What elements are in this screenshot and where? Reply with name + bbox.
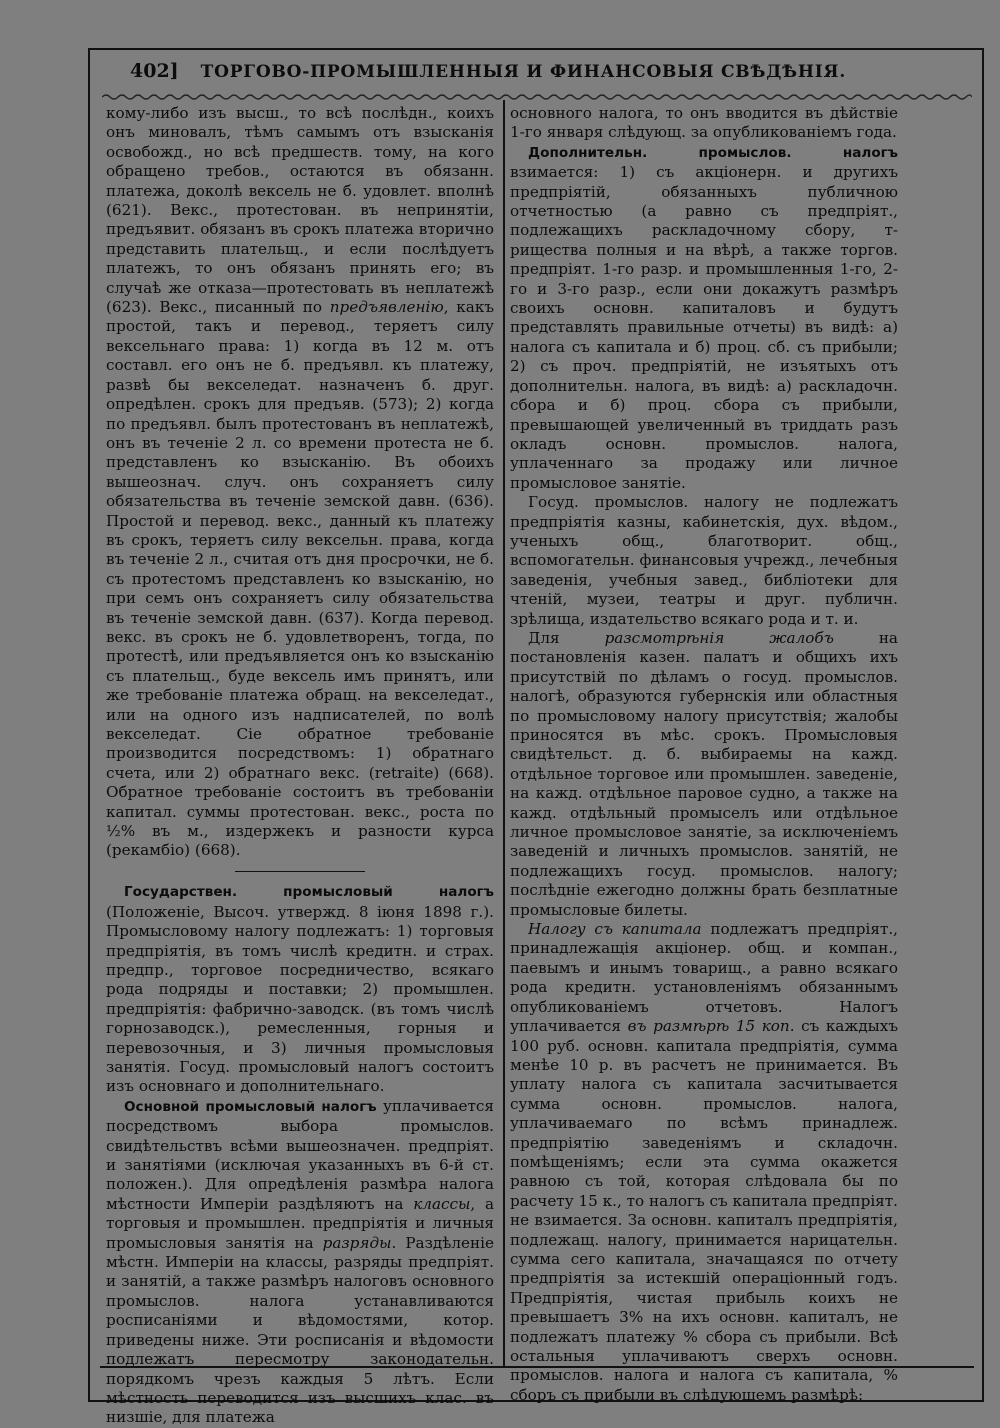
section-heading: Основной промысловый налогъ xyxy=(124,1098,377,1115)
section-heading: Дополнительн. промыслов. налогъ xyxy=(528,144,898,161)
italic-text: разсмотрѣнія жалобъ xyxy=(604,628,834,647)
paragraph: Госуд. промыслов. налогу не подлежатъ предпріятія казны, кабинетскія, дух. вѣдом., ученыхъ общ., благотворит. общ., вспомогательн. финансовыя учрежд., лечебныя заведенія, учебныя завед., библіотеки для чтеній, музеи, театры и друг. публичн. зрѣлища, издательство всякаго рода и т. и. xyxy=(510,493,898,628)
text: взимается: 1) съ акціонерн. и другихъ предпріятій, обязанныхъ публичною отчетностью (а равно съ предпріят., подлежащихъ раскладочному сбору, т-рищества полныя и на вѣрѣ, а также торгов. предпріят. 1-го разр. и промышленныя 1-го, 2-го и 3-го разр., если они докажутъ размѣръ своихъ основн. капиталовъ и будутъ представлять правильные отчеты) въ видѣ: а) налога съ капитала и б) проц. сб. съ прибыли; 2) съ проч. предпріятій, не изъятыхъ отъ дополнительн. налога, въ видѣ: а) раскладочн. сбора и б) проц. сбора съ прибыли, превышающей увеличенный въ триддать разъ окладъ основн. промыслов. налога, уплаченнаго за продажу или личное промысловое занятіе. xyxy=(510,163,898,492)
text: , какъ простой, такъ и перевод., теряетъ силу вексельнаго права: 1) когда въ 12 м. отъ составл. его онъ не б. предъявл. къ платежу, развѣ бы векселедат. назначенъ б. друг. опредѣлен. срокъ для предъяв. (573); 2) когда по предъявл. былъ протестованъ въ неплатежѣ, онъ въ теченіе 2 л. со времени протеста не б. представленъ ко взысканію. Въ обоихъ вышеознач. случ. онъ сохраняетъ силу обязательства въ теченіе земской давн. (636). Простой и перевод. векс., данный къ платежу въ срокъ, теряетъ силу вексельн. права, когда въ теченіе 2 л., считая отъ дня просрочки, не б. съ протестомъ представленъ ко взысканію, но при семъ онъ сохраняетъ силу обязательства въ теченіе земской давн. (637). Когда перевод. векс. въ срокъ не б. удовлетворенъ, тогда, по протестѣ, или предъявляется онъ ко взысканію съ плательщ., буде вексель имъ принятъ, или же требованіе платежа обращ. на векселедат., или на одного изъ надписателей, по волѣ векселедат. Сіе обратное требованіе производится посредствомъ: 1) обратнаго счета, или 2) обратнаго векс. (retraite) (668). Обратное требованіе состоитъ въ требованіи капитал. суммы протестован. векс., роста по ½% въ м., издержекъ и разности курса (рекамбіо) (668). xyxy=(106,298,494,860)
column-divider xyxy=(503,100,505,1368)
italic-text: предъявленію xyxy=(329,298,444,317)
text: съ каждыхъ 100 руб. основн. капитала предпріятія, сумма менѣе 10 р. въ расчетъ не принимается. Въ уплату налога съ капитала засчитывается сумма основн. промыслов. налога, уплачиваемаго по всѣмъ принадлеж. предпріятію заведеніямъ и складочн. помѣщеніямъ; если эта сумма окажется равною съ той, которая слѣдовала бы по расчету 15 к., то налогъ съ капитала предпріят. не взимается. За основн. капиталъ предпріятія, подлежащ. налогу, принимается нарицательн. сумма сего капитала, значащаяся по отчету предпріятія за истекшій операціонный годъ. Предпріятія, чистая прибыль коихъ не превышаетъ 3% на ихъ основн. капиталъ, не подлежатъ платежу % сбора съ прибыли. Всѣ остальныя уплачиваютъ сверхъ основн. промыслов. налога и налога съ капитала, % сборъ съ прибыли въ слѣдующемъ размѣрѣ: xyxy=(510,1017,899,1404)
right-column xyxy=(510,104,898,1405)
italic-text: Налогу съ капитала xyxy=(528,920,702,939)
paragraph xyxy=(510,629,898,920)
text: уплачивается посредствомъ выбора промыслов. свидѣтельствъ всѣми вышеозначен. предпріят. и занятіями (исключая указанныхъ въ 6-й ст. положен.). Для опредѣленія размѣра налога мѣстности Имперіи раздѣляютъ на xyxy=(106,1096,494,1213)
paragraph: основного налога, то онъ вводится въ дѣйствіе 1-го января слѣдующ. за опубликованіемъ года. xyxy=(510,104,898,142)
text: на постановленія казен. палатъ и общихъ ихъ присутствій по дѣламъ о госуд. промыслов. налогѣ, образуются губернскія или областныя по промысловому налогу присутствія; жалобы приносятся въ мѣс. срокъ. Промысловыя свидѣтельст. д. б. выбираемы на кажд. отдѣльное торговое или промышлен. заведеніе, на кажд. отдѣльное паровое судно, а также на кажд. отдѣльный промыселъ или отдѣльное личное промысловое занятіе, за исключеніемъ заведеній и личныхъ промыслов. занятій, не подлежащихъ госуд. промыслов. налогу; послѣдніе ежегодно должны брать безплатные промысловые билеты. xyxy=(510,628,898,919)
italic-text: разряды xyxy=(322,1233,392,1252)
paragraph xyxy=(510,143,898,493)
paragraph xyxy=(106,104,494,861)
running-title: ТОРГОВО-ПРОМЫШЛЕННЫЯ И ФИНАНСОВЫЯ СВѢДѢНІЯ. xyxy=(200,62,847,82)
text: кому-либо изъ высш., то всѣ послѣдн., коихъ онъ миновалъ, тѣмъ самымъ отъ взысканія освобожд., но всѣ предшеств. тому, на кого обращено требов., остаются въ обязанн. платежа, доколѣ вексель не б. удовлет. вполнѣ (621). Векс., протестован. въ непринятіи, предъявит. обязанъ въ срокъ платежа вторично представить плательщ., и если послѣдуетъ платежъ, то онъ обязанъ принять его; въ случаѣ же отказа—протестовать въ неплатежѣ (623). Векс., писанный по xyxy=(106,104,494,317)
page-number: 402] xyxy=(130,60,179,82)
text: Для xyxy=(528,628,560,647)
left-column xyxy=(106,104,494,1428)
paragraph xyxy=(106,1097,494,1428)
section-divider xyxy=(235,871,365,873)
italic-text: въ размѣрѣ 15 коп. xyxy=(627,1017,795,1036)
wavy-rule xyxy=(102,93,972,101)
text: (Положеніе, Высоч. утвержд. 8 іюня 1898 г.). Промысловому налогу подлежатъ: 1) торговыя предпріятія, въ томъ числѣ кредитн. и страх. предпр., торговое посредничество, всякаго рода подряды и поставки; 2) промышлен. предпріятія: фабрично-заводск. (въ томъ числѣ горнозаводск.), ремесленныя, горныя и перевозочныя, и 3) личныя промысловыя занятія. Госуд. промысловый налогъ состоитъ изъ основнаго и дополнительнаго. xyxy=(106,902,494,1096)
page-header xyxy=(100,60,972,94)
text: . Раздѣленіе мѣстн. Имперіи на классы, разряды предпріят. и занятій, а также размѣръ налоговъ основного промыслов. налога устанавливаются росписаніями и вѣдомостями, котор. приведены ниже. Эти росписанія и вѣдомости подлежатъ пересмотру законодательн. порядкомъ чрезъ каждыя 5 лѣтъ. Если мѣстность переводится изъ высшихъ клас. въ низшіе, для платежа xyxy=(106,1233,494,1427)
section-heading: Государствен. промысловый налогъ xyxy=(124,884,494,901)
paragraph xyxy=(106,882,494,1096)
text: , а торговыя и промышлен. предпріятія и личныя промысловыя занятія на xyxy=(106,1194,495,1252)
paragraph xyxy=(510,920,898,1405)
text: подлежатъ предпріят., принадлежащія акціонер. общ. и компан., паевымъ и инымъ товарищ., а равно всякаго рода кредитн. установленіямъ обязаннымъ опубликованіемъ отчетовъ. Налогъ уплачивается xyxy=(510,920,899,1036)
italic-text: классы xyxy=(413,1194,471,1213)
